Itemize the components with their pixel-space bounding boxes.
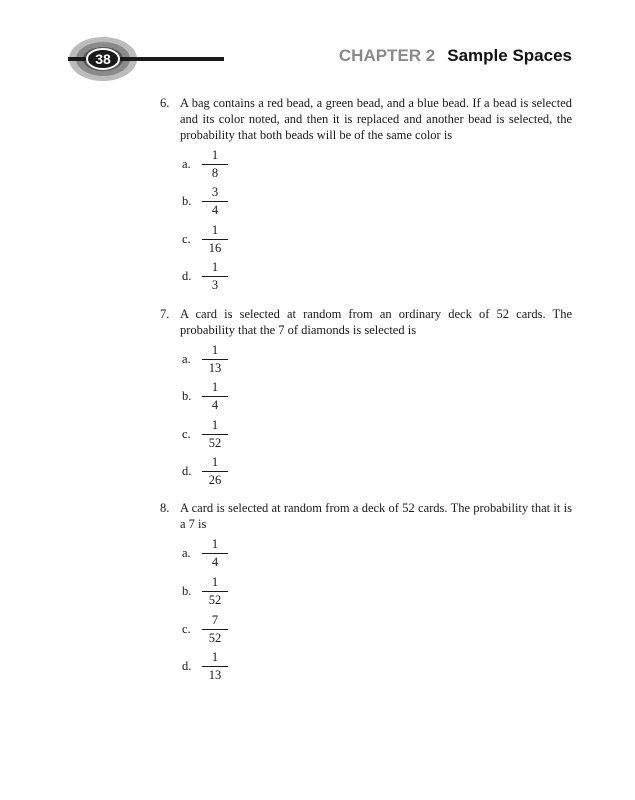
question-8 [160, 500, 572, 532]
option-8a [182, 537, 262, 571]
fraction: 1 52 [202, 575, 228, 608]
option-7d [182, 455, 262, 489]
option-letter: a. [182, 157, 191, 171]
chapter-label: CHAPTER 2 [338, 46, 436, 65]
question-number: 8. [160, 501, 170, 515]
fraction: 3 4 [202, 185, 228, 218]
fraction: 7 52 [202, 613, 228, 646]
fraction: 1 8 [202, 148, 228, 181]
fraction: 1 4 [202, 380, 228, 413]
option-letter: b. [182, 389, 192, 403]
option-7a [182, 343, 262, 377]
question-7 [160, 306, 572, 338]
option-letter: a. [182, 546, 191, 560]
option-6b [182, 185, 262, 219]
chapter-heading [339, 46, 572, 66]
option-6d [182, 260, 262, 294]
question-text: A card is selected at random from a deck of 52 cards. The probability that it is a 7 is [180, 501, 572, 531]
question-text: A card is selected at random from an ordinary deck of 52 cards. The probability that the 7 of diamonds is selected is [180, 307, 572, 337]
option-letter: c. [182, 232, 191, 246]
option-letter: c. [182, 427, 191, 441]
question-6 [160, 95, 572, 143]
option-8d [182, 650, 262, 684]
option-6a [182, 148, 262, 182]
fraction: 1 4 [202, 537, 228, 570]
fraction: 1 16 [202, 223, 228, 256]
option-7c [182, 418, 262, 452]
option-7b [182, 380, 262, 414]
fraction: 1 13 [202, 343, 228, 376]
option-letter: d. [182, 269, 192, 283]
option-8c [182, 613, 262, 647]
question-number: 6. [160, 96, 170, 110]
fraction: 1 3 [202, 260, 228, 293]
question-text: A bag contains a red bead, a green bead, and a blue bead. If a bead is selected and its color noted, and then it is replaced and another bead is selected, the probability that both beads will be of the same color is [180, 96, 572, 142]
question-number: 7. [160, 307, 170, 321]
option-letter: d. [182, 464, 192, 478]
page-number-badge [68, 34, 224, 84]
fraction: 1 26 [202, 455, 228, 488]
chapter-title: Sample Spaces [447, 46, 572, 65]
fraction: 1 52 [202, 418, 228, 451]
option-8b [182, 575, 262, 609]
option-letter: c. [182, 622, 191, 636]
option-letter: d. [182, 659, 192, 673]
page-number: 38 [95, 51, 111, 67]
option-letter: b. [182, 194, 192, 208]
option-6c [182, 223, 262, 257]
option-letter: b. [182, 584, 192, 598]
fraction: 1 13 [202, 650, 228, 683]
option-letter: a. [182, 352, 191, 366]
